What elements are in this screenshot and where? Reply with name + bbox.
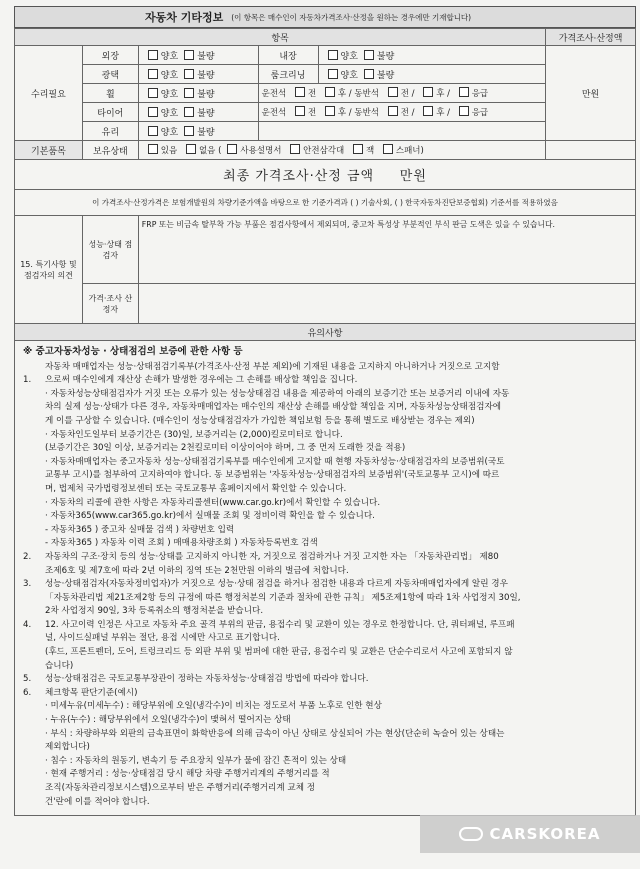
notes-line-number [23, 565, 45, 579]
notes-line [23, 374, 627, 388]
notes-body [14, 341, 636, 816]
section-title: 자동차 기타정보 [145, 11, 224, 24]
notes-line [23, 537, 627, 551]
notes-line-number [23, 415, 45, 429]
notes-line-number [23, 401, 45, 415]
frp-note: FRP 또는 비금속 탈부착 가능 부품은 점검사항에서 제외되며, 중고차 특성상 부분적인 부식 판금 도색은 있을 수 있습니다. [138, 216, 635, 284]
notes-line-number [23, 755, 45, 769]
notes-line-text: · 자동차365(www.car365.go.kr)에서 실매물 조회 및 정비이력 확인을 할 수 있습니다. [45, 511, 375, 522]
notes-line-text: 성능·상태점검은 국토교통부장관이 정하는 자동차성능·상태점검 방법에 따라야 합니다. [45, 674, 369, 685]
price-header: 가격조사·산정액 [546, 29, 636, 46]
notes-line-number [23, 429, 45, 443]
notes-line-number [23, 510, 45, 524]
notes-line [23, 578, 627, 592]
notes-line-text: 교통부 고시)를 첨부하여 고지하여야 합니다. 동 보증범위는 '자동차성능·상태점검자의 보증범위'(국토교통부 고시)에 따르 [45, 470, 500, 481]
notes-line-number [23, 456, 45, 470]
notes-line-number [23, 714, 45, 728]
rear-checkbox[interactable] [325, 106, 335, 116]
notes-line-text: · 자동차성능상태점검자가 거짓 또는 오류가 있는 성능상태점검 내용을 제공하여 아래의 보증기간 또는 보증거리 이내에 자동 [45, 388, 510, 399]
notes-line [23, 796, 627, 810]
inspector-label: 성능·상태 점검자 [82, 216, 138, 284]
notes-line-text: 널, 사이드실패널 부위는 절단, 용접 시에만 사고로 표기합니다. [45, 633, 280, 644]
spanner-checkbox[interactable] [383, 144, 393, 154]
notes-line [23, 768, 627, 782]
notes-line-text: · 자동차매매업자는 중고자동차 성능·상태점검기록부를 매수인에게 고지할 때 현행 자동차성능·상태점검자의 보증범위(국토 [45, 456, 505, 467]
manual-checkbox[interactable] [227, 144, 237, 154]
notes-line-text: (후드, 프론트펜더, 도어, 트렁크리드 등 외판 부위 및 범퍼에 대한 판금, 용접수리 및 교환은 단순수리로서 사고에 포함되지 않 [45, 647, 513, 658]
notes-line [23, 483, 627, 497]
notes-line-number: 6. [23, 687, 32, 698]
notes-title: 유의사항 [15, 324, 636, 341]
notes-line-text: 건'란에 이를 적어야 합니다. [45, 796, 150, 807]
bad-checkbox[interactable] [184, 69, 194, 79]
good-checkbox[interactable] [148, 107, 158, 117]
section-note: (이 항목은 매수인이 자동차가격조사·산정을 원하는 경우에만 기재합니다) [231, 12, 472, 22]
item-label: 휠 [82, 84, 138, 103]
notes-line [23, 646, 627, 660]
notes-line-text: - 자동차365 ) 중고차 실매물 검색 ) 차량번호 입력 [45, 524, 235, 535]
notes-line-text: · 현재 주행거리 : 성능·상태점검 당시 해당 차량 주행거리계의 주행거리를 적 [45, 769, 330, 780]
none-checkbox[interactable] [186, 144, 196, 154]
notes-line [23, 592, 627, 606]
good-checkbox[interactable] [148, 88, 158, 98]
notes-line [23, 660, 627, 674]
rear-checkbox[interactable] [423, 87, 433, 97]
bad-checkbox[interactable] [184, 126, 194, 136]
repair-label: 수리필요 [15, 46, 83, 141]
notes-line [23, 755, 627, 769]
notes-lines [23, 361, 627, 810]
notes-line-number [23, 483, 45, 497]
notes-line-text: 으로써 매수인에게 재산상 손해가 발생한 경우에는 그 손해를 배상할 책임을 집니다. [45, 375, 358, 386]
bad-checkbox[interactable] [184, 107, 194, 117]
notes-line-number [23, 592, 45, 606]
notes-line-number [23, 497, 45, 511]
notes-line-number [23, 605, 45, 619]
notes-line-text: 조제6호 및 제7호에 따라 2년 이하의 징역 또는 2천만원 이하의 벌금에 처합니다. [45, 565, 349, 576]
notes-line-text: 며, 법제처 국가법령정보센터 또는 국토교통부 홈페이지에서 확인할 수 있습니다. [45, 483, 347, 494]
notes-line-number [23, 728, 45, 742]
notes-section-title: ※ 중고자동차성능 · 상태점검의 보증에 관한 사항 등 [23, 346, 243, 357]
notes-line-number [23, 646, 45, 660]
notes-line-number [23, 469, 45, 483]
notes-line [23, 619, 627, 633]
notes-line-number [23, 782, 45, 796]
notes-line-number [23, 524, 45, 538]
good-checkbox[interactable] [328, 69, 338, 79]
bad-checkbox[interactable] [364, 50, 374, 60]
rear-checkbox[interactable] [423, 106, 433, 116]
notes-line-text: (보증기간은 30일 이상, 보증거리는 2천킬로미터 이상이어야 하며, 그 중 먼저 도래한 것을 적용) [45, 443, 406, 454]
notes-line-text: 제외합니다) [45, 742, 90, 753]
notes-line-text: 게 이를 구상할 수 있습니다. (매수인이 성능상태점검자가 가입한 책임보험 등을 통해 별도로 배상받는 경우는 제외) [45, 415, 475, 426]
item-label: 광택 [82, 65, 138, 84]
good-checkbox[interactable] [148, 69, 158, 79]
notes-line [23, 700, 627, 714]
other-info-table: 항목 가격조사·산정액 수리필요 외장 양호 불량 내장 양호 불량 만원 광택 양호 불량 룸크리닝 양호 불량 휠 양호 불량 운전석 전 후 / 동반석 전 / 후 / 응급 타이어 양호 불량 운전석 전 후 / 동반석 전 / 후 / 응급 유리 양호 불량 기본품목 보유상태 있음 없음 ( 사용설명서 안전삼각대 잭 스패너) 최종 가격조사·산정 금액 만원 이 가격조사·산정가격은 보험개발원의 차량기준가액을 바탕으로 한 기준가격과 ( ) 기술사회, ( ) 한국자동차진단보증협회) 기준서를 적용하였음 15. 특기사항 및 점검자의 의견 성능·상태 점검자 FRP 또는 비금속 탈부착 가능 부품은 점검사항에서 제외되며, 중고차 특성상 부분적인 부식 판금 도색은 있을 수 있습니다. 가격·조사 산정자 유의사항 [14, 28, 636, 341]
final-amount-label: 최종 가격조사·산정 금액 [223, 169, 375, 184]
notes-line-text: 12. 사고이력 인정은 사고로 자동차 주요 골격 부위의 판금, 용접수리 및 교환이 있는 경우로 한정합니다. 단, 쿼터패널, 루프패 [45, 619, 515, 630]
rear-checkbox[interactable] [325, 87, 335, 97]
item-label: 내장 [258, 46, 318, 65]
have-checkbox[interactable] [148, 144, 158, 154]
notes-line-text: 자동차 매매업자는 성능·상태점검기록부(가격조사·산정 부분 제외)에 기재된 내용을 고지하지 아니하거나 거짓으로 고지함 [45, 361, 500, 372]
good-checkbox[interactable] [148, 126, 158, 136]
front-checkbox[interactable] [388, 106, 398, 116]
notes-line-text: · 누유(누수) : 해당부위에서 오일(냉각수)이 맺혀서 떨어지는 상태 [45, 715, 291, 726]
notes-line-number: 1. [23, 375, 32, 386]
notes-line-text: 2차 사업정지 90일, 3차 등록취소의 행정처분을 받습니다. [45, 606, 264, 617]
notes-line-text: - 자동차365 ) 자동차 이력 조회 ) 매매용차량조회 ) 자동차등록번호 검색 [45, 538, 318, 549]
front-checkbox[interactable] [295, 87, 305, 97]
notes-line [23, 605, 627, 619]
notes-line [23, 673, 627, 687]
notes-line-number: 4. [23, 619, 32, 630]
notes-line-number: 5. [23, 674, 32, 685]
notes-line-text: · 자동차인도일부터 보증기간은 (30)일, 보증거리는 (2,000)킬로미터로 합니다. [45, 429, 343, 440]
notes-line-number: 2. [23, 551, 32, 562]
notes-line-text: 체크항목 판단기준(예시) [45, 687, 138, 698]
notes-line [23, 565, 627, 579]
notes-line [23, 510, 627, 524]
notes-line [23, 401, 627, 415]
items-header: 항목 [15, 29, 546, 46]
notes-line-number [23, 361, 45, 375]
notes-line-number [23, 442, 45, 456]
bad-checkbox[interactable] [184, 88, 194, 98]
notes-line [23, 456, 627, 470]
notes-line-number [23, 700, 45, 714]
notes-line [23, 782, 627, 796]
notes-line-text: · 자동차의 리콜에 관한 사항은 자동차리콜센터(www.car.go.kr)에서 확인할 수 있습니다. [45, 497, 381, 508]
notes-line-text: 차의 실제 성능·상태가 다른 경우, 자동차매매업자는 매수인의 재산상 손해를 배상할 책임을 지며, 자동차성능상태점검자에 [45, 402, 502, 413]
notes-line [23, 361, 627, 375]
inspection-form [14, 6, 636, 816]
bad-checkbox[interactable] [364, 69, 374, 79]
notes-line [23, 714, 627, 728]
emergency-checkbox[interactable] [459, 106, 469, 116]
basic-label: 기본품목 [15, 141, 83, 160]
notes-line-number [23, 388, 45, 402]
final-amount-row [15, 160, 636, 190]
notes-line-text: 자동차의 구조·장치 등의 성능·상태를 고지하지 아니한 자, 거짓으로 점검하거나 거짓 고지한 자는 「자동차관리법」 제80 [45, 551, 499, 562]
carskorea-logo-icon [459, 827, 483, 841]
notes-line-number: 3. [23, 579, 32, 590]
bad-checkbox[interactable] [184, 50, 194, 60]
notes-line [23, 388, 627, 402]
assessor-label: 가격·조사 산정자 [82, 284, 138, 324]
item-label: 유리 [82, 122, 138, 141]
triangle-checkbox[interactable] [290, 144, 300, 154]
notes-line-number [23, 660, 45, 674]
good-checkbox[interactable] [328, 50, 338, 60]
notes-line-text: 습니다) [45, 660, 74, 671]
emergency-checkbox[interactable] [459, 87, 469, 97]
item-label: 타이어 [82, 103, 138, 122]
notes-line [23, 741, 627, 755]
notes-line-text: · 침수 : 자동차의 원동기, 변속기 등 주요장치 일부가 물에 잠긴 흔적이 있는 상태 [45, 755, 347, 766]
section-title-bar [14, 6, 636, 28]
notes-line-text: 성능·상태점검자(자동차정비업자)가 거짓으로 성능·상태 점검을 하거나 점검한 내용과 다르게 자동차매매업자에게 알린 경우 [45, 579, 508, 590]
price-basis-note: 이 가격조사·산정가격은 보험개발원의 차량기준가액을 바탕으로 한 기준가격과 ( ) 기술사회, ( ) 한국자동차진단보증협회) 기준서를 적용하였음 [15, 190, 636, 216]
notes-line [23, 728, 627, 742]
front-checkbox[interactable] [388, 87, 398, 97]
notes-line-number [23, 768, 45, 782]
notes-line [23, 415, 627, 429]
notes-line-number [23, 537, 45, 551]
notes-line-text: 「자동차관리법 제21조제2항 등의 규정에 따른 행정처분의 기준과 절차에 관한 규칙」 제5조제1항에 따라 1차 사업정지 30일, [45, 592, 521, 603]
basic-status-label: 보유상태 [82, 141, 138, 160]
price-unit: 만원 [546, 46, 636, 141]
item-label: 룸크리닝 [258, 65, 318, 84]
final-amount-unit: 만원 [399, 169, 427, 184]
notes-line-text: · 미세누유(미세누수) : 해당부위에 오일(냉각수)이 비치는 정도로서 부품 노후로 인한 현상 [45, 701, 382, 712]
front-checkbox[interactable] [295, 106, 305, 116]
notes-line-number [23, 741, 45, 755]
notes-line [23, 687, 627, 701]
notes-line [23, 442, 627, 456]
notes-line-number [23, 632, 45, 646]
watermark: CARSKOREA [420, 815, 640, 853]
good-checkbox[interactable] [148, 50, 158, 60]
jack-checkbox[interactable] [353, 144, 363, 154]
notes-line [23, 524, 627, 538]
notes-line [23, 429, 627, 443]
notes-line [23, 632, 627, 646]
item-label: 외장 [82, 46, 138, 65]
opinion-label: 15. 특기사항 및 점검자의 의견 [15, 216, 83, 324]
notes-line-text: · 부식 : 차량하부와 외판의 금속표면이 화학반응에 의해 금속이 아닌 상태로 상실되어 가는 현상(단순히 녹슬어 있는 상태는 [45, 728, 505, 739]
notes-line [23, 551, 627, 565]
notes-line [23, 497, 627, 511]
notes-line-text: 조직(자동차관리정보시스템)으로부터 받은 주행거리(주행거리계 교체 정 [45, 783, 316, 793]
notes-line-number [23, 796, 45, 810]
notes-line [23, 469, 627, 483]
